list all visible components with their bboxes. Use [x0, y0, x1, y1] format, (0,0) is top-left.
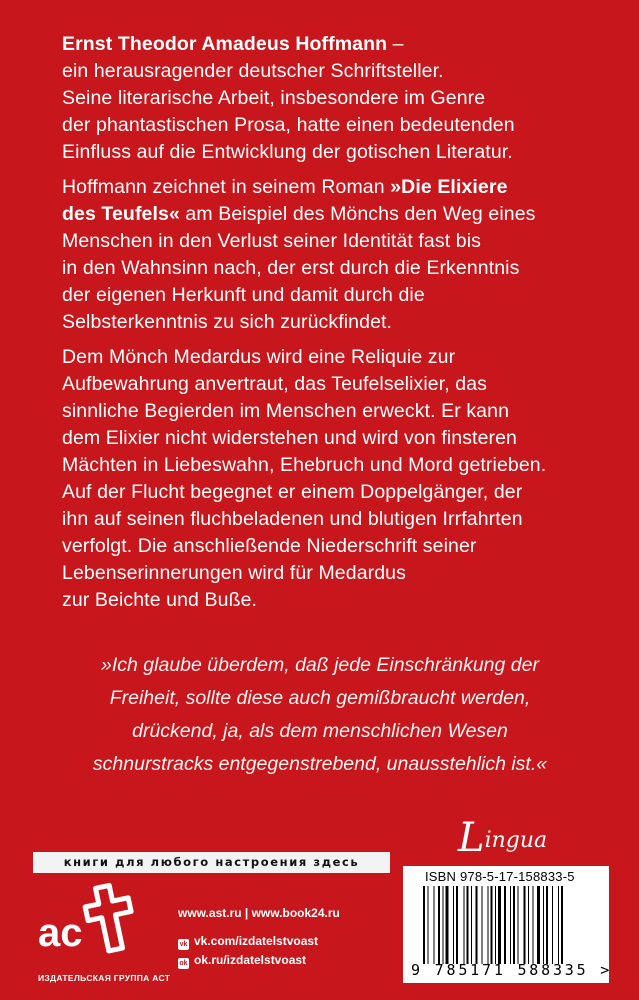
website-links: www.ast.ru | www.book24.ru	[178, 906, 340, 920]
plot-line: Auf der Flucht begegnet er einem Doppelgänger, der	[62, 481, 523, 503]
intro-line: Seine literarische Arbeit, insbesondere im Genre	[62, 87, 486, 109]
barcode-bar	[498, 886, 501, 964]
summary-suffix: am Beispiel des Mönchs den Weg eines	[179, 203, 536, 225]
quote-line: drückend, ja, als dem menschlichen Wesen	[132, 720, 508, 742]
book-title-part2: des Teufels«	[62, 203, 180, 225]
barcode-bar	[561, 886, 563, 964]
plot-line: sinnliche Begierden im Menschen erweckt. Er kann	[62, 400, 510, 422]
plot-line: Lebenserinnerungen wird für Medardus	[62, 562, 406, 584]
barcode-bar	[528, 886, 529, 964]
vk-link: vk.com/izdatelstvoast	[194, 934, 319, 948]
author-name: Ernst Theodor Amadeus Hoffmann	[62, 33, 388, 55]
lingua-initial: L	[458, 815, 485, 861]
plot-line: Dem Mönch Medardus wird eine Reliquie zur	[62, 346, 456, 368]
barcode-bar	[467, 886, 469, 964]
intro-line: der phantastischen Prosa, hatte einen bedeutenden	[62, 114, 515, 136]
summary-paragraph	[62, 174, 582, 336]
book-title-part1: »Die Elixiere	[390, 176, 508, 198]
lingua-imprint-logo	[458, 815, 548, 861]
summary-line: der eigenen Herkunft und damit durch die	[62, 284, 425, 306]
ast-logo	[30, 880, 160, 975]
quote-line: Freiheit, sollte diese auch gemißbraucht werden,	[109, 687, 531, 709]
publisher-tagline: книги для любого настроения здесь	[33, 852, 390, 873]
summary-first-line	[62, 174, 582, 201]
barcode-bar	[464, 886, 465, 964]
plot-line: ihn auf seinen fluchbeladenen und blutigen Irrfahrten	[62, 508, 523, 530]
barcode-bar	[524, 886, 526, 964]
barcode-bar	[456, 886, 458, 964]
barcode-bar	[476, 886, 478, 964]
plot-line: zur Beichte und Buße.	[62, 589, 258, 611]
barcode-bar	[453, 886, 454, 964]
lingua-rest: ingua	[484, 828, 548, 853]
barcode-bar	[558, 886, 559, 964]
summary-line: in den Wahnsinn nach, der erst durch die Erkenntnis	[62, 257, 520, 279]
isbn-label: ISBN 978-5-17-158833-5	[425, 869, 575, 884]
ok-link: ok.ru/izdatelstvoast	[194, 953, 307, 967]
barcode-bars	[421, 886, 601, 964]
vk-link-row	[178, 934, 318, 950]
barcode-bar	[513, 886, 515, 964]
barcode-bar	[438, 886, 440, 964]
plot-line: Aufbewahrung anvertraut, das Teufelselixier, das	[62, 373, 488, 395]
vk-icon: vk	[179, 941, 188, 948]
barcode-bar	[428, 886, 429, 964]
barcode-bar	[537, 886, 540, 964]
quote-line: schnurstracks entgegenstrebend, unausstehlich ist.«	[92, 753, 548, 775]
barcode-bar	[546, 886, 548, 964]
barcode-bar	[504, 886, 506, 964]
barcode-bar	[488, 886, 489, 964]
barcode-bar	[491, 886, 493, 964]
barcode-bar	[423, 886, 425, 964]
quote-line: »Ich glaube überdem, daß jede Einschränkung der	[101, 654, 539, 676]
barcode-bar	[552, 886, 553, 964]
barcode-bar	[533, 886, 534, 964]
intro-first-line	[62, 31, 582, 58]
intro-line: ein herausragender deutscher Schriftsteller.	[62, 60, 444, 82]
barcode-bar	[543, 886, 544, 964]
barcode-bar	[446, 886, 449, 964]
author-dash: –	[387, 33, 404, 55]
barcode-digits: 9 785171 588335 >	[411, 961, 613, 979]
summary-line: Menschen in den Verlust seiner Identität fast bis	[62, 230, 481, 252]
intro-line: Einfluss auf die Entwicklung der gotischen Literatur.	[62, 141, 513, 163]
summary-second-line	[62, 201, 582, 228]
plot-line: dem Elixier nicht widerstehen und wird von finsteren	[62, 427, 518, 449]
ok-link-row	[178, 953, 306, 969]
author-intro-paragraph	[62, 31, 582, 166]
barcode-bar	[443, 886, 444, 964]
barcode-bar	[495, 886, 496, 964]
ast-caption: ИЗДАТЕЛЬСКАЯ ГРУППА АСТ	[38, 973, 171, 983]
barcode-bar	[434, 886, 435, 964]
plot-line: Mächten in Liebeswahn, Ehebruch und Mord getrieben.	[62, 454, 547, 476]
summary-prefix: Hoffmann zeichnet in seinem Roman	[62, 176, 391, 198]
ast-logo-text: ac	[38, 911, 83, 955]
ast-cross-icon	[82, 882, 138, 954]
book-quote	[60, 649, 580, 781]
isbn-barcode-box	[403, 866, 613, 983]
ok-icon: ok	[179, 960, 188, 967]
barcode-bar	[518, 886, 519, 964]
barcode-bar	[510, 886, 511, 964]
barcode-bar	[482, 886, 483, 964]
plot-paragraph	[62, 344, 582, 614]
summary-line: Selbsterkenntnis zu sich zurückfindet.	[62, 311, 393, 333]
plot-line: verfolgt. Die anschließende Niederschrift seiner	[62, 535, 477, 557]
barcode-bar	[471, 886, 472, 964]
